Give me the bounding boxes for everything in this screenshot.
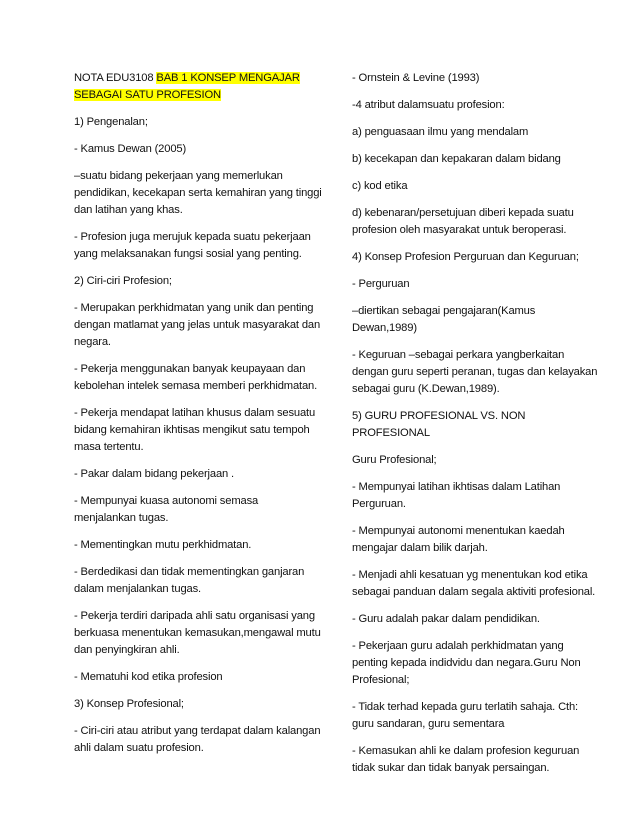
list-item: b) kecekapan dan kepakaran dalam bidang bbox=[352, 153, 561, 165]
paragraph: - Kamus Dewan (2005) bbox=[74, 143, 187, 155]
section-heading-konsep-profesion: 4) Konsep Profesion Perguruan dan Keguruan; bbox=[352, 251, 579, 263]
paragraph: - Pekerja mendapat latihan khusus dalam sesuatu bidang kemahiran ikhtisas mengikut satu tempoh masa tertentu. bbox=[74, 407, 316, 453]
paragraph: - Pekerja menggunakan banyak keupayaan dan kebolehan intelek semasa memberi perkhidmatan. bbox=[74, 363, 318, 392]
section-heading-guru-profesional: 5) GURU PROFESIONAL VS. NON PROFESIONAL bbox=[352, 410, 526, 439]
paragraph: - Mempunyai autonomi menentukan kaedah mengajar dalam bilik darjah. bbox=[352, 525, 565, 554]
paragraph: - Mementingkan mutu perkhidmatan. bbox=[74, 539, 252, 551]
title-highlight-line2: SEBAGAI SATU PROFESION bbox=[74, 89, 221, 101]
paragraph: -4 atribut dalamsuatu profesion: bbox=[352, 99, 505, 111]
paragraph: –diertikan sebagai pengajaran(Kamus Dewan,1989) bbox=[352, 305, 536, 334]
paragraph: - Kemasukan ahli ke dalam profesion keguruan tidak sukar dan tidak banyak persaingan. bbox=[352, 745, 580, 774]
paragraph: –suatu bidang pekerjaan yang memerlukan pendidikan, kecekapan serta kemahiran yang tinggi dan latihan yang khas. bbox=[74, 170, 322, 216]
paragraph: - Ornstein & Levine (1993) bbox=[352, 72, 480, 84]
paragraph: - Tidak terhad kepada guru terlatih sahaja. Cth: guru sandaran, guru sementara bbox=[352, 701, 579, 730]
section-heading-konsep-profesional: 3) Konsep Profesional; bbox=[74, 698, 184, 710]
paragraph: - Keguruan –sebagai perkara yangberkaitan dengan guru seperti peranan, tugas dan kelayakan sebagai guru (K.Dewan,1989). bbox=[352, 349, 598, 395]
right-column bbox=[352, 70, 602, 787]
paragraph: - Berdedikasi dan tidak mementingkan ganjaran dalam menjalankan tugas. bbox=[74, 566, 305, 595]
section-heading-ciri-ciri: 2) Ciri-ciri Profesion; bbox=[74, 275, 172, 287]
paragraph: Guru Profesional; bbox=[352, 454, 437, 466]
left-column bbox=[74, 70, 322, 767]
paragraph: - Mempunyai latihan ikhtisas dalam Latihan Perguruan. bbox=[352, 481, 561, 510]
section-heading-pengenalan: 1) Pengenalan; bbox=[74, 116, 148, 128]
title-highlight-line1: BAB 1 KONSEP MENGAJAR bbox=[156, 72, 300, 84]
paragraph: - Perguruan bbox=[352, 278, 410, 290]
paragraph: - Profesion juga merujuk kepada suatu pekerjaan yang melaksanakan fungsi sosial yang penting. bbox=[74, 231, 311, 260]
list-item: d) kebenaran/persetujuan diberi kepada suatu profesion oleh masyarakat untuk beroperasi. bbox=[352, 207, 574, 236]
paragraph: - Menjadi ahli kesatuan yg menentukan kod etika sebagai panduan dalam segala aktiviti profesional. bbox=[352, 569, 596, 598]
paragraph: - Mematuhi kod etika profesion bbox=[74, 671, 223, 683]
title-prefix: NOTA EDU3108 bbox=[74, 72, 157, 84]
paragraph: - Pekerjaan guru adalah perkhidmatan yang penting kepada indidvidu dan negara.Guru Non Profesional; bbox=[352, 640, 581, 686]
list-item: c) kod etika bbox=[352, 180, 408, 192]
paragraph: - Merupakan perkhidmatan yang unik dan penting dengan matlamat yang jelas untuk masyarakat dan negara. bbox=[74, 302, 321, 348]
paragraph: - Guru adalah pakar dalam pendidikan. bbox=[352, 613, 540, 625]
paragraph: - Ciri-ciri atau atribut yang terdapat dalam kalangan ahli dalam suatu profesion. bbox=[74, 725, 321, 754]
paragraph: - Mempunyai kuasa autonomi semasa menjalankan tugas. bbox=[74, 495, 259, 524]
list-item: a) penguasaan ilmu yang mendalam bbox=[352, 126, 529, 138]
paragraph: - Pekerja terdiri daripada ahli satu organisasi yang berkuasa menentukan kemasukan,mengawal mutu dan penyingkiran ahli. bbox=[74, 610, 321, 656]
paragraph: - Pakar dalam bidang pekerjaan . bbox=[74, 468, 235, 480]
document-title bbox=[74, 70, 322, 104]
